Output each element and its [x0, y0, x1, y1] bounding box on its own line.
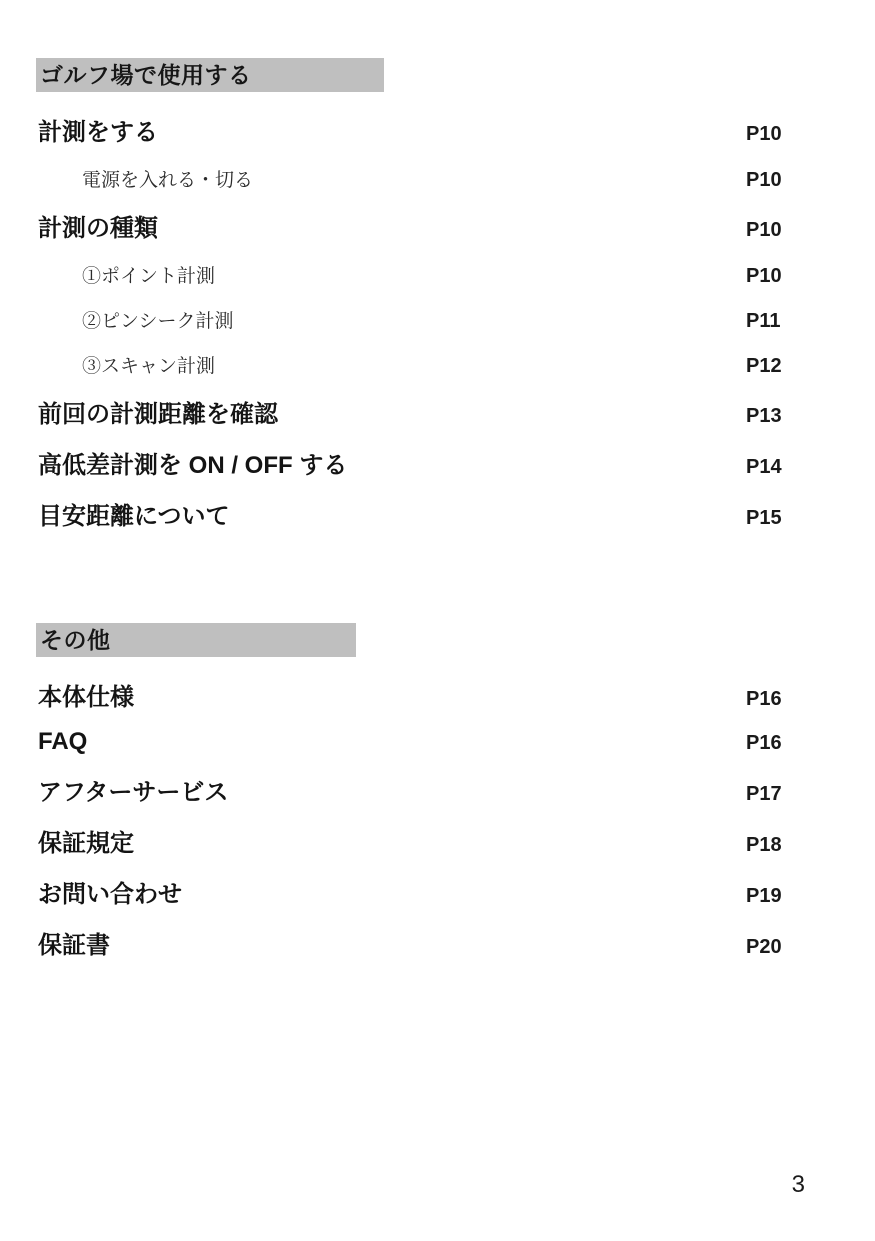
toc-entry-label: お問い合わせ: [38, 881, 182, 908]
toc-entry-label: ③スキャン計測: [82, 356, 216, 377]
toc-entry-label: 保証規定: [38, 830, 134, 857]
toc-entry-page: P19: [746, 885, 782, 907]
toc-entry[interactable]: [36, 925, 802, 960]
toc-entry[interactable]: [36, 772, 802, 807]
toc-entry-page: P10: [746, 219, 782, 241]
toc-entry-page: P18: [746, 834, 782, 856]
section-spacer: [36, 531, 802, 623]
toc-entry-label: 保証書: [38, 932, 110, 959]
toc-entry-page: P16: [746, 688, 782, 710]
toc-entry-page: P15: [746, 507, 782, 529]
toc-entry-label: 電源を入れる・切る: [82, 170, 254, 191]
toc-entry-page: P17: [746, 783, 782, 805]
toc-entry[interactable]: [36, 496, 802, 531]
toc-entry[interactable]: [36, 208, 802, 243]
toc-entry-page: P16: [746, 732, 782, 754]
toc-entry[interactable]: [36, 351, 802, 378]
toc-entry-page: P10: [746, 265, 782, 287]
toc-entry-page: P11: [746, 310, 781, 332]
section-header-band-golf-course: [36, 58, 384, 92]
toc-entry-label: 高低差計測を ON / OFF する: [38, 452, 348, 479]
toc-entry-page: P10: [746, 169, 782, 191]
toc-entry[interactable]: [36, 677, 802, 712]
toc-entry-label: 本体仕様: [38, 684, 134, 711]
toc-group-other: [36, 677, 802, 960]
section-header-band-other: [36, 623, 356, 657]
toc-entry-page: P20: [746, 936, 782, 958]
table-of-contents: [36, 58, 802, 960]
toc-entry-label: ①ポイント計測: [82, 266, 216, 287]
toc-entry[interactable]: [36, 112, 802, 147]
section-header-label: ゴルフ場で使用する: [40, 61, 252, 88]
toc-entry-page: P14: [746, 456, 782, 478]
toc-entry[interactable]: [36, 728, 802, 756]
page-number: 3: [791, 1171, 805, 1198]
toc-entry-label: 計測の種類: [38, 215, 158, 242]
toc-entry[interactable]: [36, 261, 802, 288]
toc-entry[interactable]: [36, 445, 802, 480]
toc-entry-page: P12: [746, 355, 782, 377]
toc-entry[interactable]: [36, 165, 802, 192]
toc-entry[interactable]: [36, 306, 802, 333]
toc-entry-page: P13: [746, 405, 782, 427]
toc-entry-label: 前回の計測距離を確認: [38, 401, 278, 428]
toc-entry-label: アフターサービス: [38, 779, 229, 806]
toc-entry[interactable]: [36, 874, 802, 909]
toc-entry-label: 目安距離について: [38, 503, 230, 530]
toc-entry[interactable]: [36, 394, 802, 429]
toc-entry-page: P10: [746, 123, 782, 145]
toc-entry-label: 計測をする: [38, 119, 158, 146]
toc-entry-label: FAQ: [38, 728, 88, 755]
toc-entry-label: ②ピンシーク計測: [82, 311, 234, 332]
toc-group-golf-course: [36, 112, 802, 531]
toc-entry[interactable]: [36, 823, 802, 858]
section-header-label: その他: [40, 626, 111, 653]
